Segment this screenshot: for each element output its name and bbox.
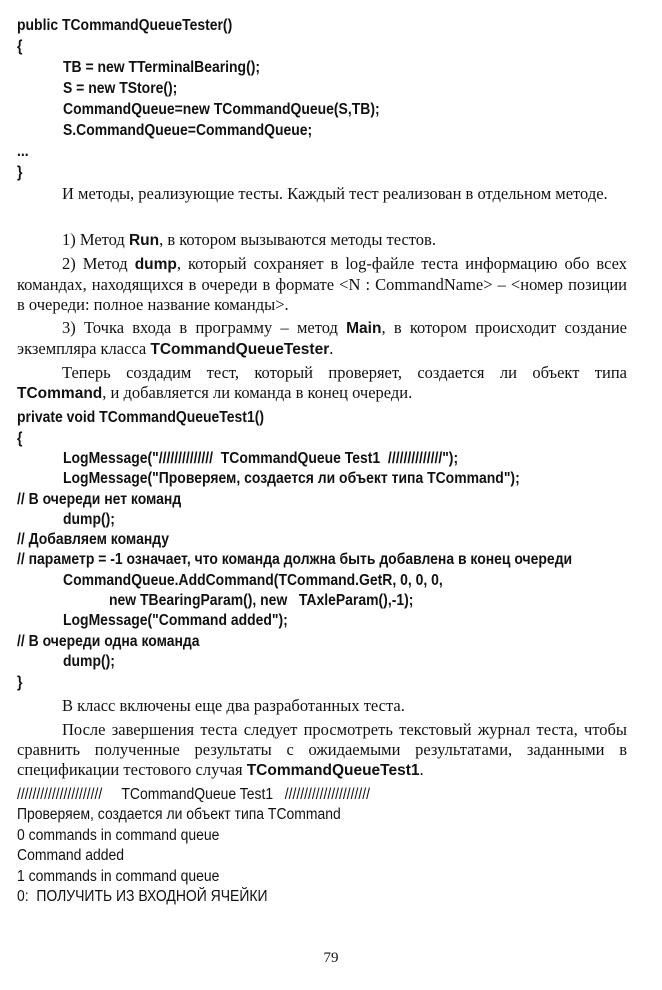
paragraph-bold-term: Main bbox=[346, 320, 382, 337]
log-line: Проверяем, создается ли объект типа TCommand bbox=[17, 806, 341, 823]
code-line: { bbox=[17, 430, 23, 447]
paragraph-text: После завершения теста следует просмотреть текстовый журнал теста, чтобы сравнить полученные результаты с ожидаемыми результатами, заданными в спецификации тестового случая bbox=[17, 720, 627, 779]
code-line: { bbox=[17, 38, 23, 55]
paragraph-text: , и добавляется ли команда в конец очереди. bbox=[102, 383, 413, 402]
code-comment: // Добавляем команду bbox=[17, 531, 170, 548]
code-line: LogMessage("Command added"); bbox=[63, 612, 288, 629]
code-comment: // В очереди одна команда bbox=[17, 633, 200, 650]
log-line: 0: ПОЛУЧИТЬ ИЗ ВХОДНОЙ ЯЧЕЙКИ bbox=[17, 888, 268, 905]
code-line: new TBearingParam(), new TAxleParam(),-1); bbox=[109, 592, 414, 609]
paragraph-bold-term: TCommand bbox=[17, 385, 103, 402]
paragraph-text: 2) Метод bbox=[62, 254, 135, 273]
code-line: private void TCommandQueueTest1() bbox=[17, 409, 265, 426]
paragraph bbox=[17, 720, 627, 781]
code-line: ... bbox=[17, 143, 29, 160]
page-number: 79 bbox=[323, 950, 339, 966]
code-line: S.CommandQueue=CommandQueue; bbox=[63, 122, 313, 139]
paragraph-text: . bbox=[329, 339, 334, 358]
code-line: dump(); bbox=[63, 511, 115, 528]
paragraph-text: 1) Метод bbox=[62, 230, 129, 249]
log-line: ////////////////////// TCommandQueue Test1 ////////////////////// bbox=[17, 786, 371, 803]
code-line: CommandQueue.AddCommand(TCommand.GetR, 0, 0, 0, bbox=[63, 572, 443, 589]
paragraph-text: , в котором вызываются методы тестов. bbox=[159, 230, 436, 249]
code-line: } bbox=[17, 674, 23, 691]
code-line: TB = new TTerminalBearing(); bbox=[63, 59, 261, 76]
paragraph-text: И методы, реализующие тесты. Каждый тест реализован в отдельном методе. bbox=[62, 184, 608, 203]
code-line: S = new TStore(); bbox=[63, 80, 178, 97]
code-comment: // параметр = -1 означает, что команда должна быть добавлена в конец очереди bbox=[17, 551, 573, 568]
code-line: dump(); bbox=[63, 653, 115, 670]
paragraph-text: В класс включены еще два разработанных теста. bbox=[62, 696, 405, 715]
paragraph bbox=[17, 363, 627, 404]
code-line: LogMessage("////////////// TCommandQueue Test1 //////////////"); bbox=[63, 450, 459, 467]
code-line: CommandQueue=new TCommandQueue(S,TB); bbox=[63, 101, 380, 118]
paragraph bbox=[17, 184, 627, 204]
code-line: public TCommandQueueTester() bbox=[17, 17, 233, 34]
code-line: } bbox=[17, 164, 23, 181]
paragraph-text: . bbox=[419, 760, 424, 779]
paragraph-bold-term: Run bbox=[128, 232, 160, 249]
log-line: 1 commands in command queue bbox=[17, 868, 220, 885]
paragraph-text: , который сохраняет в log-файле теста информацию обо всех командах, находящихся в очереди в формате <N : CommandName> – <номер позиции в очереди: полное название команды>. bbox=[17, 254, 628, 314]
log-line: 0 commands in command queue bbox=[17, 827, 220, 844]
paragraph bbox=[17, 230, 627, 251]
paragraph bbox=[17, 254, 627, 315]
paragraph-text: 3) Точка входа в программу – метод bbox=[62, 318, 347, 337]
paragraph-text: , в котором происходит создание экземпляра класса bbox=[17, 318, 627, 358]
log-line: Command added bbox=[17, 847, 125, 864]
paragraph-bold-term: dump bbox=[134, 256, 177, 273]
paragraph bbox=[17, 696, 627, 716]
code-comment: // В очереди нет команд bbox=[17, 491, 182, 508]
paragraph-text: Теперь создадим тест, который проверяет, создается ли объект типа bbox=[62, 363, 627, 382]
code-line: LogMessage("Проверяем, создается ли объект типа TCommand"); bbox=[63, 470, 520, 487]
paragraph-bold-term: TCommandQueueTest1 bbox=[246, 762, 420, 779]
paragraph-bold-term: TCommandQueueTester bbox=[150, 341, 330, 358]
paragraph bbox=[17, 318, 627, 360]
